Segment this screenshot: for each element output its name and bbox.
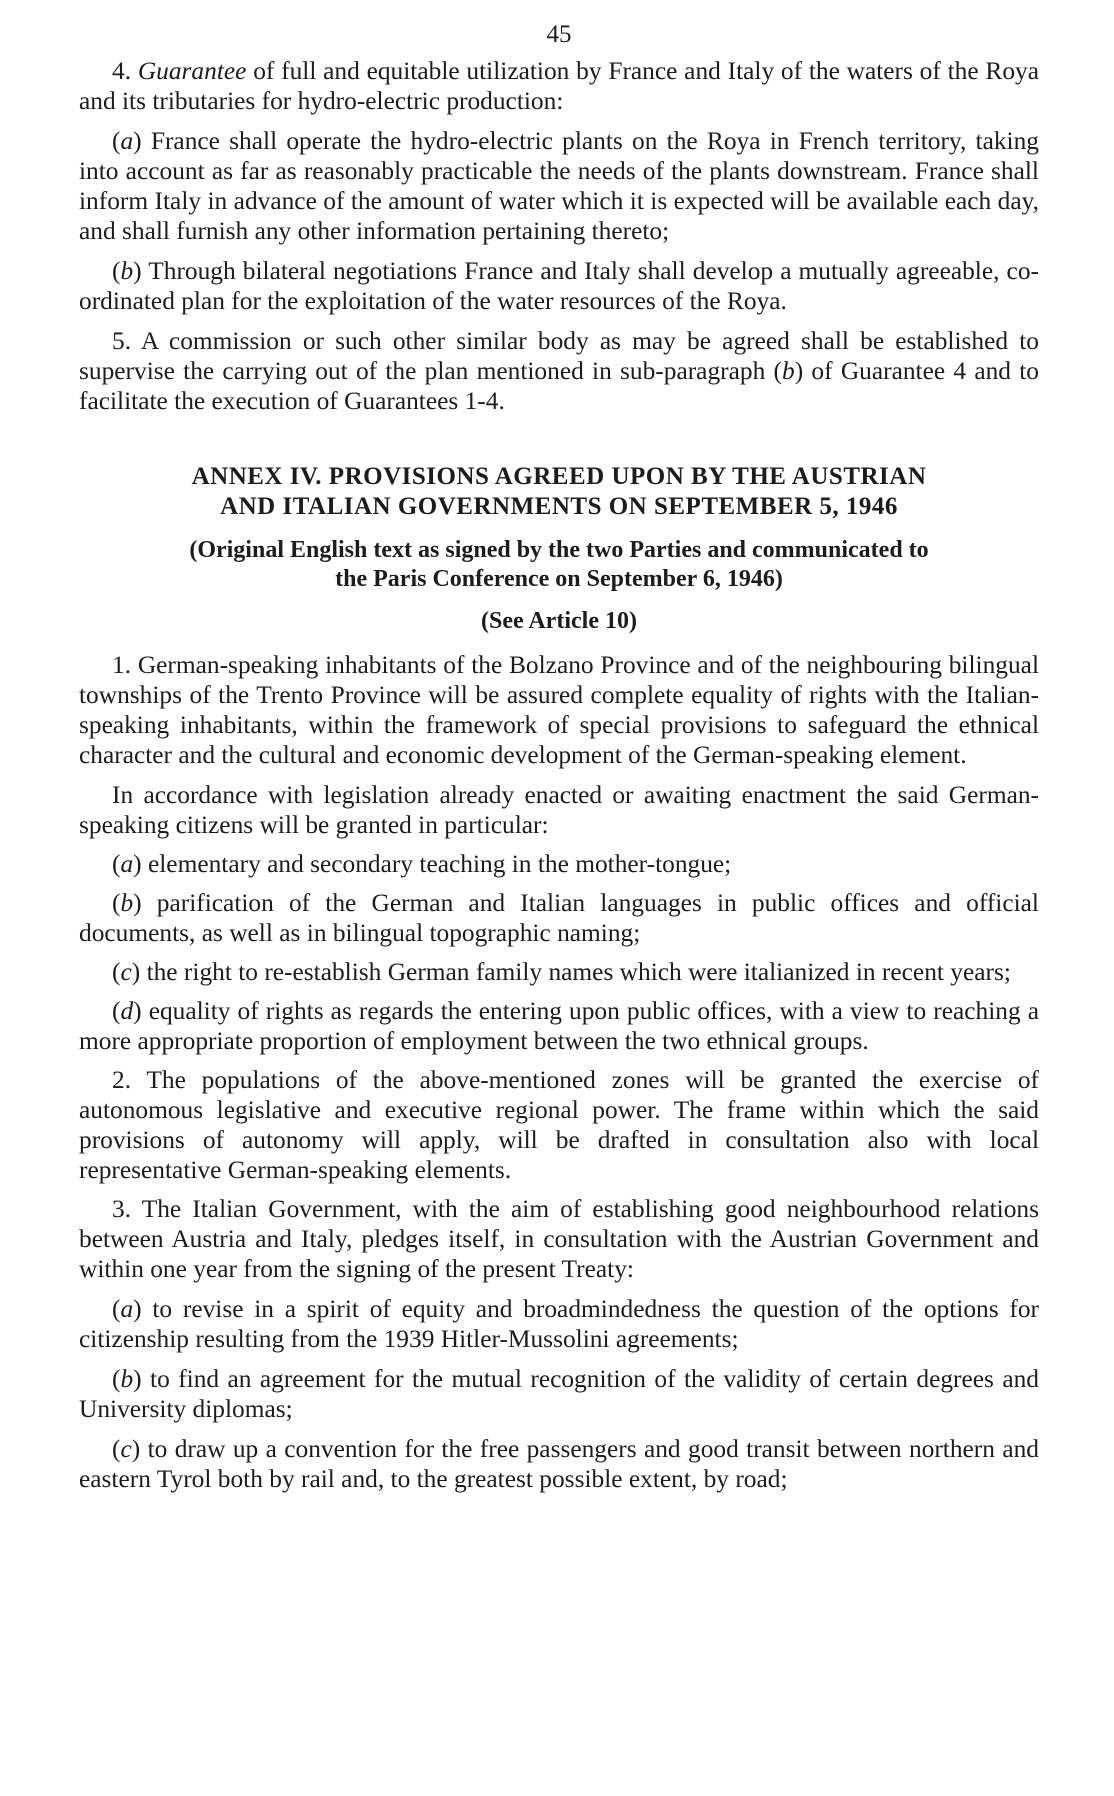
annex-item-a: (a) elementary and secondary teaching in the mother-tongue; <box>112 850 732 878</box>
paragraph-number: 5. <box>112 327 132 355</box>
item-text: to revise in a spirit of equity and broadmindedness the question of the options for citizenship resulting from the 1939 Hitler-Mussolini agreements; <box>79 1295 1039 1353</box>
subparagraph-label: b <box>782 357 795 385</box>
annex-paragraph-accordance <box>79 780 1039 840</box>
page-number: 45 <box>546 21 572 48</box>
annex-paragraph-1 <box>79 650 1039 770</box>
subparagraph-text: Through bilateral negotiations France and Italy shall develop a mutually agreeable, co-ordinated plan for the exploitation of the water resources of the Roya. <box>79 257 1039 315</box>
item-text: parification of the German and Italian languages in public offices and official documents, as well as in bilingual topographic naming; <box>79 889 1039 947</box>
annex-item-b: (b) parification of the German and Italian languages in public offices and official documents, as well as in bilingual topographic naming; <box>79 889 1039 947</box>
annex-item-3a: (a) to revise in a spirit of equity and broadmindedness the question of the options for citizenship resulting from the 1939 Hitler-Mussolini agreements; <box>79 1295 1039 1353</box>
annex-item-c: (c) the right to re-establish German family names which were italianized in recent years; <box>112 958 1011 986</box>
annex-heading-line-1: ANNEX IV. PROVISIONS AGREED UPON BY THE AUSTRIAN <box>191 463 927 490</box>
document-page <box>79 14 1039 1494</box>
annex-heading-line-2: AND ITALIAN GOVERNMENTS ON SEPTEMBER 5, 1946 <box>220 493 898 520</box>
item-label: d <box>120 997 134 1025</box>
paragraph-text: A commission or such other similar body as may be agreed shall be established to supervise the carrying out of the plan mentioned in sub-paragraph <box>79 327 1039 385</box>
paragraph-text: The Italian Government, with the aim of establishing good neighbourhood relations between Austria and Italy, pledges itself, in consultation with the Austrian Government and within one year from the signing of the present Treaty: <box>79 1195 1039 1283</box>
annex-note-line-1: (Original English text as signed by the two Parties and communicated to <box>189 537 929 563</box>
paragraph-text: of Guarantee 4 and to facilitate the execution of Guarantees 1-4. <box>79 357 1040 415</box>
item-label: a <box>120 850 134 878</box>
annex-paragraph-3 <box>79 1194 1039 1284</box>
annex-heading <box>79 462 1039 522</box>
item-text: to draw up a convention for the free passengers and good transit between northern and eastern Tyrol both by rail and, to the greatest possible extent, by road; <box>79 1435 1039 1493</box>
paragraph-number: 2. <box>112 1066 132 1094</box>
paragraph-5: 5. A commission or such other similar body as may be agreed shall be established to supervise the carrying out of the plan mentioned in sub-paragraph (b) of Guarantee 4 and to facilitate the execution of Guarantees 1-4. <box>79 327 1040 415</box>
paragraph-number: 1. <box>112 651 132 679</box>
item-label: c <box>120 1435 132 1463</box>
guarantee-term: Guarantee <box>137 57 247 85</box>
item-label: c <box>120 958 132 986</box>
paragraph-number: 4. <box>112 57 132 85</box>
annex-item-3c: (c) to draw up a convention for the free passengers and good transit between northern and eastern Tyrol both by rail and, to the greatest possible extent, by road; <box>79 1435 1039 1493</box>
paragraph-guarantee-4 <box>79 56 1039 116</box>
annex-paragraph-2 <box>79 1065 1039 1185</box>
paragraph-text: In accordance with legislation already enacted or awaiting enactment the said German-speaking citizens will be granted in particular: <box>79 781 1039 839</box>
item-label: b <box>120 1365 134 1393</box>
subparagraph-label: a <box>120 127 134 155</box>
item-text: to find an agreement for the mutual recognition of the validity of certain degrees and University diplomas; <box>79 1365 1039 1423</box>
subparagraph-label: b <box>120 257 134 285</box>
item-text: elementary and secondary teaching in the mother-tongue; <box>147 850 732 878</box>
annex-note <box>79 536 1039 594</box>
paragraph-text: The populations of the above-mentioned zones will be granted the exercise of autonomous legislative and executive regional power. The frame within which the said provisions of autonomy will apply, will be drafted in consultation also with local representative German-speaking elements. <box>79 1066 1040 1184</box>
item-text: equality of rights as regards the entering upon public offices, with a view to reaching a more appropriate proportion of employment between the two ethnical groups. <box>79 997 1039 1055</box>
paragraph-text: of full and equitable utilization by France and Italy of the waters of the Roya and its tributaries for hydro-electric production: <box>79 57 1039 115</box>
paragraph-text: German-speaking inhabitants of the Bolzano Province and of the neighbouring bilingual townships of the Trento Province will be assured complete equality of rights with the Italian-speaking inhabitants, within the framework of special provisions to safeguard the ethnical character and the cultural and economic development of the German-speaking element. <box>79 651 1039 769</box>
annex-item-d: (d) equality of rights as regards the entering upon public offices, with a view to reaching a more appropriate proportion of employment between the two ethnical groups. <box>79 997 1039 1055</box>
item-text: the right to re-establish German family names which were italianized in recent years; <box>146 958 1011 986</box>
annex-item-3b: (b) to find an agreement for the mutual recognition of the validity of certain degrees and University diplomas; <box>79 1365 1039 1423</box>
subparagraph-4a: (a) France shall operate the hydro-electric plants on the Roya in French territory, taking into account as far as reasonably practicable the needs of the plants downstream. France shall inform Italy in advance of the amount of water which it is expected will be available each day, and shall furnish any other information pertaining thereto; <box>79 127 1039 245</box>
item-label: b <box>120 889 134 917</box>
subparagraph-text: France shall operate the hydro-electric plants on the Roya in French territory, taking into account as far as reasonably practicable the needs of the plants downstream. France shall inform Italy in advance of the amount of water which it is expected will be available each day, and shall furnish any other information pertaining thereto; <box>79 127 1039 245</box>
annex-note-line-2: the Paris Conference on September 6, 1946) <box>335 566 783 592</box>
item-label: a <box>120 1295 134 1323</box>
paragraph-number: 3. <box>112 1195 132 1223</box>
see-article-reference: (See Article 10) <box>481 608 637 634</box>
subparagraph-4b: (b) Through bilateral negotiations France and Italy shall develop a mutually agreeable, co-ordinated plan for the exploitation of the water resources of the Roya. <box>79 257 1039 315</box>
